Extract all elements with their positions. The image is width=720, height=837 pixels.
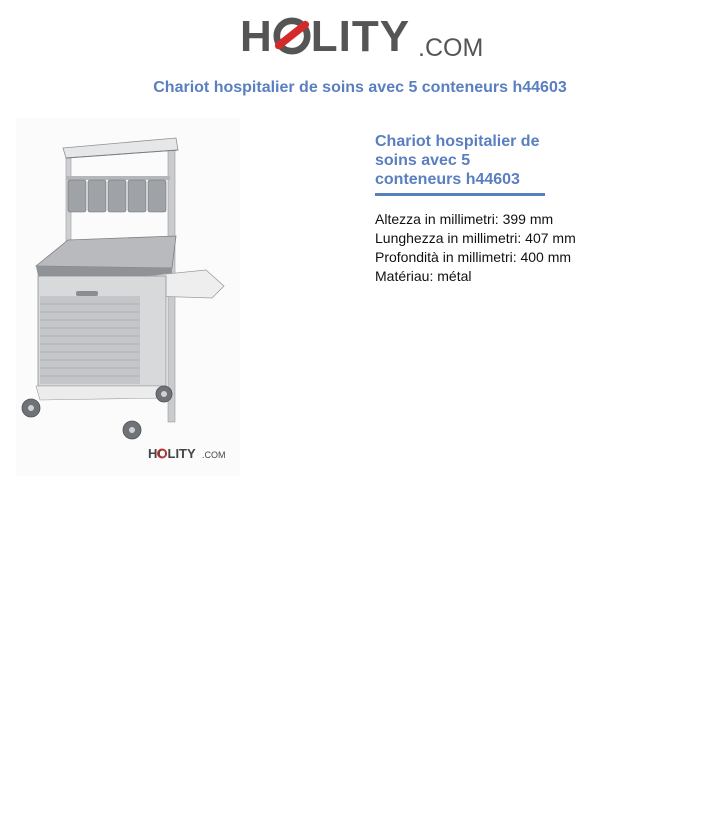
product-image[interactable] — [16, 118, 240, 476]
logo-domain: .COM — [418, 34, 484, 62]
logo-circle-icon — [273, 17, 311, 55]
page-title: Chariot hospitalier de soins avec 5 conteneurs h44603 — [153, 79, 567, 96]
product-title: Chariot hospitalier de soins avec 5 conteneurs h44603 — [375, 132, 545, 196]
svg-text:.COM: .COM — [202, 450, 226, 460]
spec-material: Matériau: métal — [375, 268, 472, 284]
spec-height: Altezza in millimetri: 399 mm — [375, 211, 554, 227]
spec-depth: Profondità in millimetri: 400 mm — [375, 249, 572, 265]
svg-text:HOLITY: HOLITY — [148, 446, 196, 461]
site-logo[interactable] — [240, 12, 484, 62]
spec-length: Lunghezza in millimetri: 407 mm — [375, 230, 576, 246]
product-info — [375, 132, 675, 286]
logo-wordmark: H LITY — [240, 12, 411, 61]
